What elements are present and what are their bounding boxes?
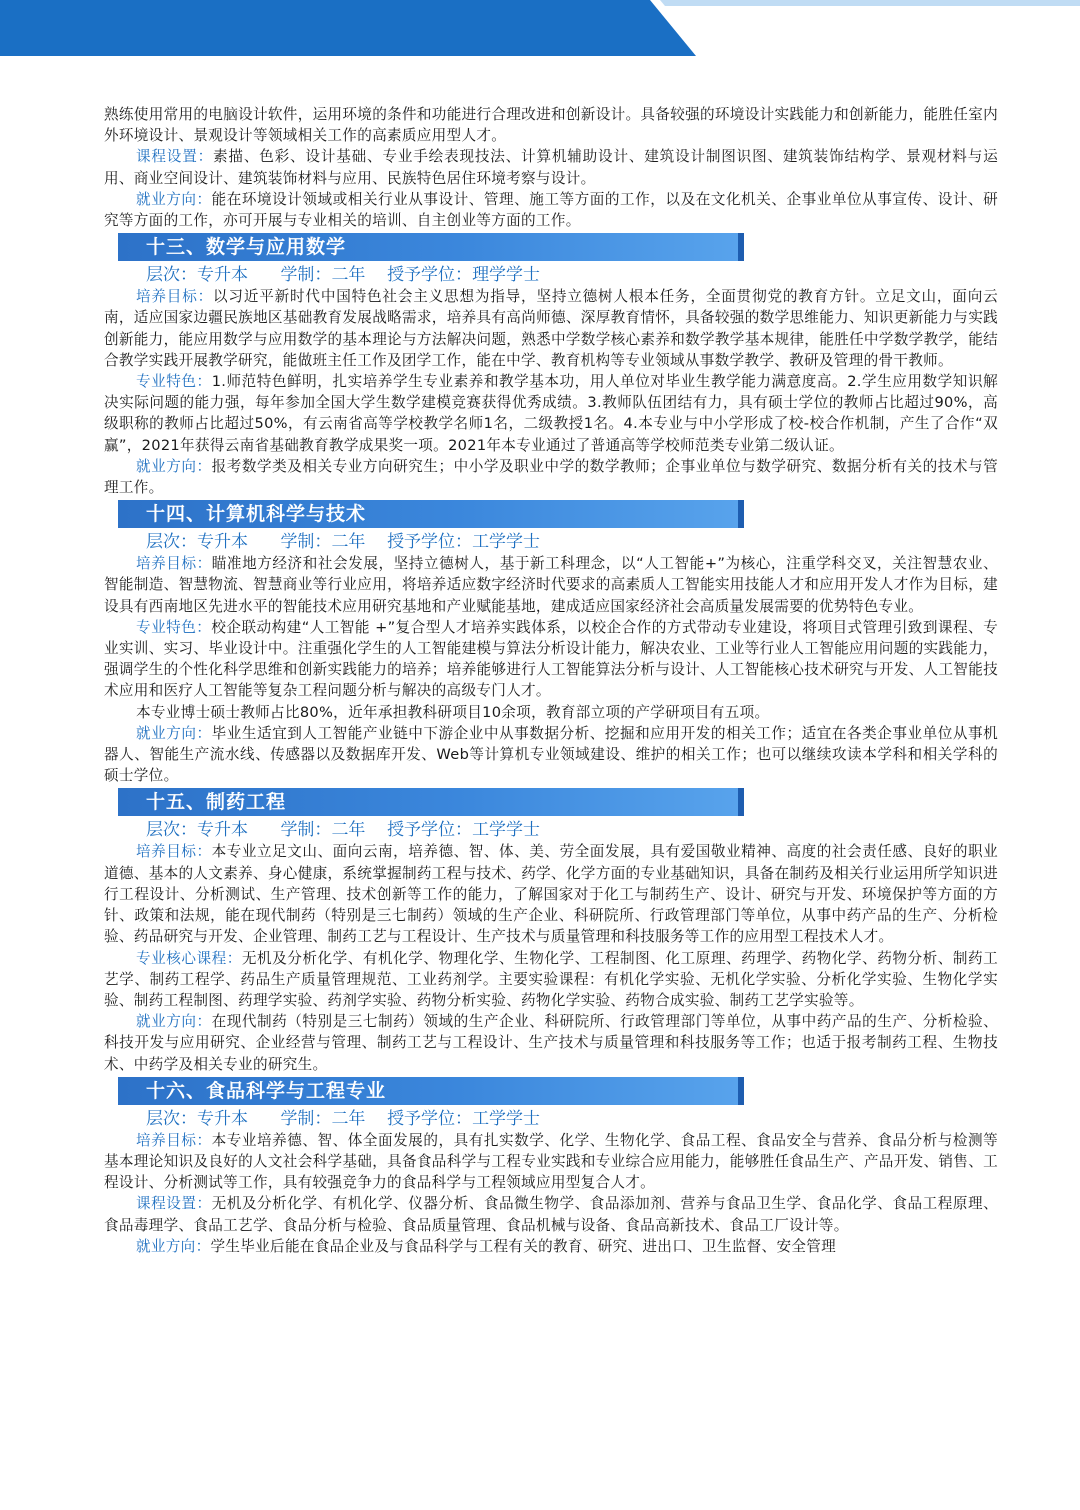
career-label: 就业方向：	[136, 1237, 211, 1255]
duration-value: 二年	[331, 1108, 366, 1129]
level-label: 层次：	[146, 265, 197, 286]
level-value: 专升本	[197, 1108, 248, 1129]
career-text: 学生毕业后能在食品企业及与食品科学与工程有关的教育、研究、进出口、卫生监督、安全管理	[210, 1237, 837, 1255]
intro-career	[104, 189, 998, 231]
degree-value: 工学学士	[472, 532, 541, 553]
goal-text: 瞄准地方经济和社会发展，坚持立德树人，基于新工科理念，以“人工智能+”为核心，注重学科交叉，关注智慧农业、智能制造、智慧物流、智慧商业等行业应用，将培养适应数字经济时代要求的高素质人工智能实用技能人才和应用开发人才作为目标，建设具有西南地区先进水平的智能技术应用研究基地和产业赋能基地，建成适应国家经济社会高质量发展需要的优势特色专业。	[104, 555, 998, 615]
section-goal	[104, 286, 998, 371]
feature-label: 专业特色：	[136, 618, 212, 636]
page-content	[104, 104, 998, 1257]
duration-label: 学制：	[280, 820, 332, 841]
courses-label: 课程设置：	[136, 148, 214, 166]
level-label: 层次：	[146, 532, 197, 553]
intro-courses	[104, 146, 998, 188]
level-label: 层次：	[146, 820, 197, 841]
career-text: 在现代制药（特别是三七制药）领域的生产企业、科研院所、行政管理部门等单位，从事中药产品的生产、分析检验、科技开发与应用研究、企业经营与管理、制药工艺与工程设计、生产技术与质量管理和科技服务等工作；也适于报考制药工程、生物技术、中药学及相关专业的研究生。	[104, 1013, 998, 1073]
goal-label: 培养目标：	[136, 1131, 212, 1149]
section-feature	[104, 948, 998, 1012]
section-career	[104, 1236, 998, 1257]
degree-label: 授予学位：	[387, 1108, 473, 1129]
level-value: 专升本	[197, 820, 248, 841]
section-goal	[104, 1130, 998, 1194]
section-goal	[104, 553, 998, 617]
degree-label: 授予学位：	[387, 265, 473, 286]
section-career	[104, 456, 998, 498]
degree-value: 工学学士	[472, 1108, 541, 1129]
section-meta	[104, 531, 998, 553]
section-meta	[104, 264, 998, 286]
section-header: 十三、数学与应用数学	[118, 233, 738, 261]
section-feature	[104, 1193, 998, 1235]
goal-text: 本专业立足文山、面向云南，培养德、智、体、美、劳全面发展，具有爱国敬业精神、高度的社会责任感、良好的职业道德、基本的人文素养、身心健康，系统掌握制药工程与技术、药学、化学方面的专业基础知识，具备在制药及相关行业运用所学知识进行工程设计、分析测试、生产管理、技术创新等工作的能力，了解国家对于化工与制药生产、设计、研究与开发、环境保护等方面的方针、政策和法规，能在现代制药（特别是三七制药）领域的生产企业、科研院所、行政管理部门等单位，从事中药产品的生产、分析检验、药品研究与开发、企业管理、制药工艺与工程设计、生产技术与质量管理和科技服务等工作的应用型工程技术人才。	[104, 843, 998, 946]
goal-text: 本专业培养德、智、体全面发展的，具有扎实数学、化学、生物化学、食品工程、食品安全与营养、食品分析与检测等基本理论知识及良好的人文社会科学基础，具备食品科学与工程专业实践和专业综合应用能力，能够胜任食品生产、产品开发、销售、工程设计、分析测试等工作，具有较强竞争力的食品科学与工程领域应用型复合人才。	[104, 1131, 998, 1192]
feature-text: 校企联动构建“人工智能 +”复合型人才培养实践体系，以校企合作的方式带动专业建设，将项目式管理引致到课程、专业实训、实习、毕业设计中。注重强化学生的人工智能建模与算法分析设计能力，解决农业、工业等行业人工智能应用问题的实践能力，强调学生的个性化科学思维和创新实践能力的培养；培养能够进行人工智能算法分析与设计、人工智能核心技术研究与开发、人工智能技术应用和医疗人工智能等复杂工程问题分析与解决的高级专门人才。	[104, 618, 998, 700]
duration-value: 二年	[331, 265, 366, 286]
career-label: 就业方向：	[136, 724, 212, 742]
level-label: 层次：	[146, 1108, 197, 1129]
duration-label: 学制：	[280, 532, 332, 553]
career-label: 就业方向：	[136, 457, 212, 475]
top-banner	[0, 0, 1080, 60]
career-text: 能在环境设计领域或相关行业从事设计、管理、施工等方面的工作，以及在文化机关、企事业单位从事宣传、设计、研究等方面的工作，亦可开展与专业相关的培训、自主创业等方面的工作。	[104, 190, 998, 230]
courses-text: 素描、色彩、设计基础、专业手绘表现技法、计算机辅助设计、建筑设计制图识图、建筑装饰结构学、景观材料与运用、商业空间设计、建筑装饰材料与应用、民族特色居住环境考察与设计。	[104, 148, 998, 187]
section-feature	[104, 617, 998, 702]
feature-text: 无机及分析化学、有机化学、物理化学、生物化学、工程制图、化工原理、药理学、药物化学、药物分析、制药工艺学、制药工程学、药品生产质量管理规范、工业药剂学。主要实验课程：有机化学实验、无机化学实验、分析化学实验、生物化学实验、制药工程制图、药理学实验、药剂学实验、药物分析实验、药物化学实验、药物合成实验、制药工艺学实验等。	[104, 949, 998, 1009]
degree-value: 理学学士	[472, 265, 541, 286]
degree-label: 授予学位：	[387, 532, 473, 553]
goal-label: 培养目标：	[136, 555, 212, 573]
section-career	[104, 723, 998, 787]
feature-text: 无机及分析化学、有机化学、仪器分析、食品微生物学、食品添加剂、营养与食品卫生学、食品化学、食品工程原理、食品毒理学、食品工艺学、食品分析与检验、食品质量管理、食品机械与设备、食品高新技术、食品工厂设计等。	[104, 1195, 998, 1234]
section-meta	[104, 819, 998, 841]
duration-label: 学制：	[280, 1108, 332, 1129]
section-feature	[104, 371, 998, 456]
level-value: 专升本	[197, 532, 248, 553]
goal-text: 以习近平新时代中国特色社会主义思想为指导，坚持立德树人根本任务，全面贯彻党的教育方针。立足文山，面向云南，适应国家边疆民族地区基础教育发展战略需求，培养具有高尚师德、深厚教育情怀，具备较强的数学思维能力、知识更新能力与实践创新能力，能应用数学与应用数学的基本理论与方法解决问题，熟悉中学数学核心素养和数学教学基本规律，能胜任中学数学教学，能结合教学实践开展教学研究，能做班主任工作及团学工作，能在中学、教育机构等专业领域从事数学教学、教研及管理的骨干教师。	[104, 288, 998, 369]
feature-label: 专业核心课程：	[136, 949, 242, 967]
degree-value: 工学学士	[472, 820, 541, 841]
section-header: 十五、制药工程	[118, 788, 738, 816]
section-goal	[104, 841, 998, 947]
feature-text: 1.师范特色鲜明，扎实培养学生专业素养和教学基本功，用人单位对毕业生教学能力满意度高。2.学生应用数学知识解决实际问题的能力强，每年参加全国大学生数学建模竞赛获得优秀成绩。3.教师队伍团结有力，具有硕士学位的教师占比超过90%，高级职称的教师占比超过50%，有云南省高等学校教学名师1名，二级教授1名。4.本专业与中小学形成了校-校合作机制，产生了合作“双赢”，2021年获得云南省基础教育教学成果奖一项。2021年本专业通过了普通高等学校师范类专业第二级认证。	[104, 373, 998, 454]
duration-value: 二年	[331, 532, 366, 553]
section-meta	[104, 1108, 998, 1130]
career-label: 就业方向：	[136, 190, 212, 208]
career-text: 报考数学类及相关专业方向研究生；中小学及职业中学的数学教师；企事业单位与数学研究、数据分析有关的技术与管理工作。	[104, 457, 998, 497]
feature-label: 课程设置：	[136, 1195, 212, 1213]
feature-label: 专业特色：	[136, 373, 212, 391]
degree-label: 授予学位：	[387, 820, 473, 841]
duration-label: 学制：	[280, 265, 332, 286]
career-label: 就业方向：	[136, 1013, 212, 1031]
section-header: 十六、食品科学与工程专业	[118, 1077, 738, 1105]
career-text: 毕业生适宜到人工智能产业链中下游企业中从事数据分析、挖掘和应用开发的相关工作；适宜在各类企事业单位从事机器人、智能生产流水线、传感器以及数据库开发、Web等计算机专业领域建设、维护的相关工作；也可以继续攻读本学科和相关学科的硕士学位。	[104, 724, 998, 785]
intro-paragraph: 熟练使用常用的电脑设计软件，运用环境的条件和功能进行合理改进和创新设计。具备较强的环境设计实践能力和创新能力，能胜任室内外环境设计、景观设计等领域相关工作的高素质应用型人才。	[104, 106, 998, 145]
section-career	[104, 1011, 998, 1075]
goal-label: 培养目标：	[136, 288, 214, 306]
level-value: 专升本	[197, 265, 248, 286]
section-extra: 本专业博士硕士教师占比80%，近年承担教科研项目10余项，教育部立项的产学研项目有五项。	[136, 703, 770, 721]
section-header: 十四、计算机科学与技术	[118, 500, 738, 528]
duration-value: 二年	[331, 820, 366, 841]
goal-label: 培养目标：	[136, 843, 212, 861]
